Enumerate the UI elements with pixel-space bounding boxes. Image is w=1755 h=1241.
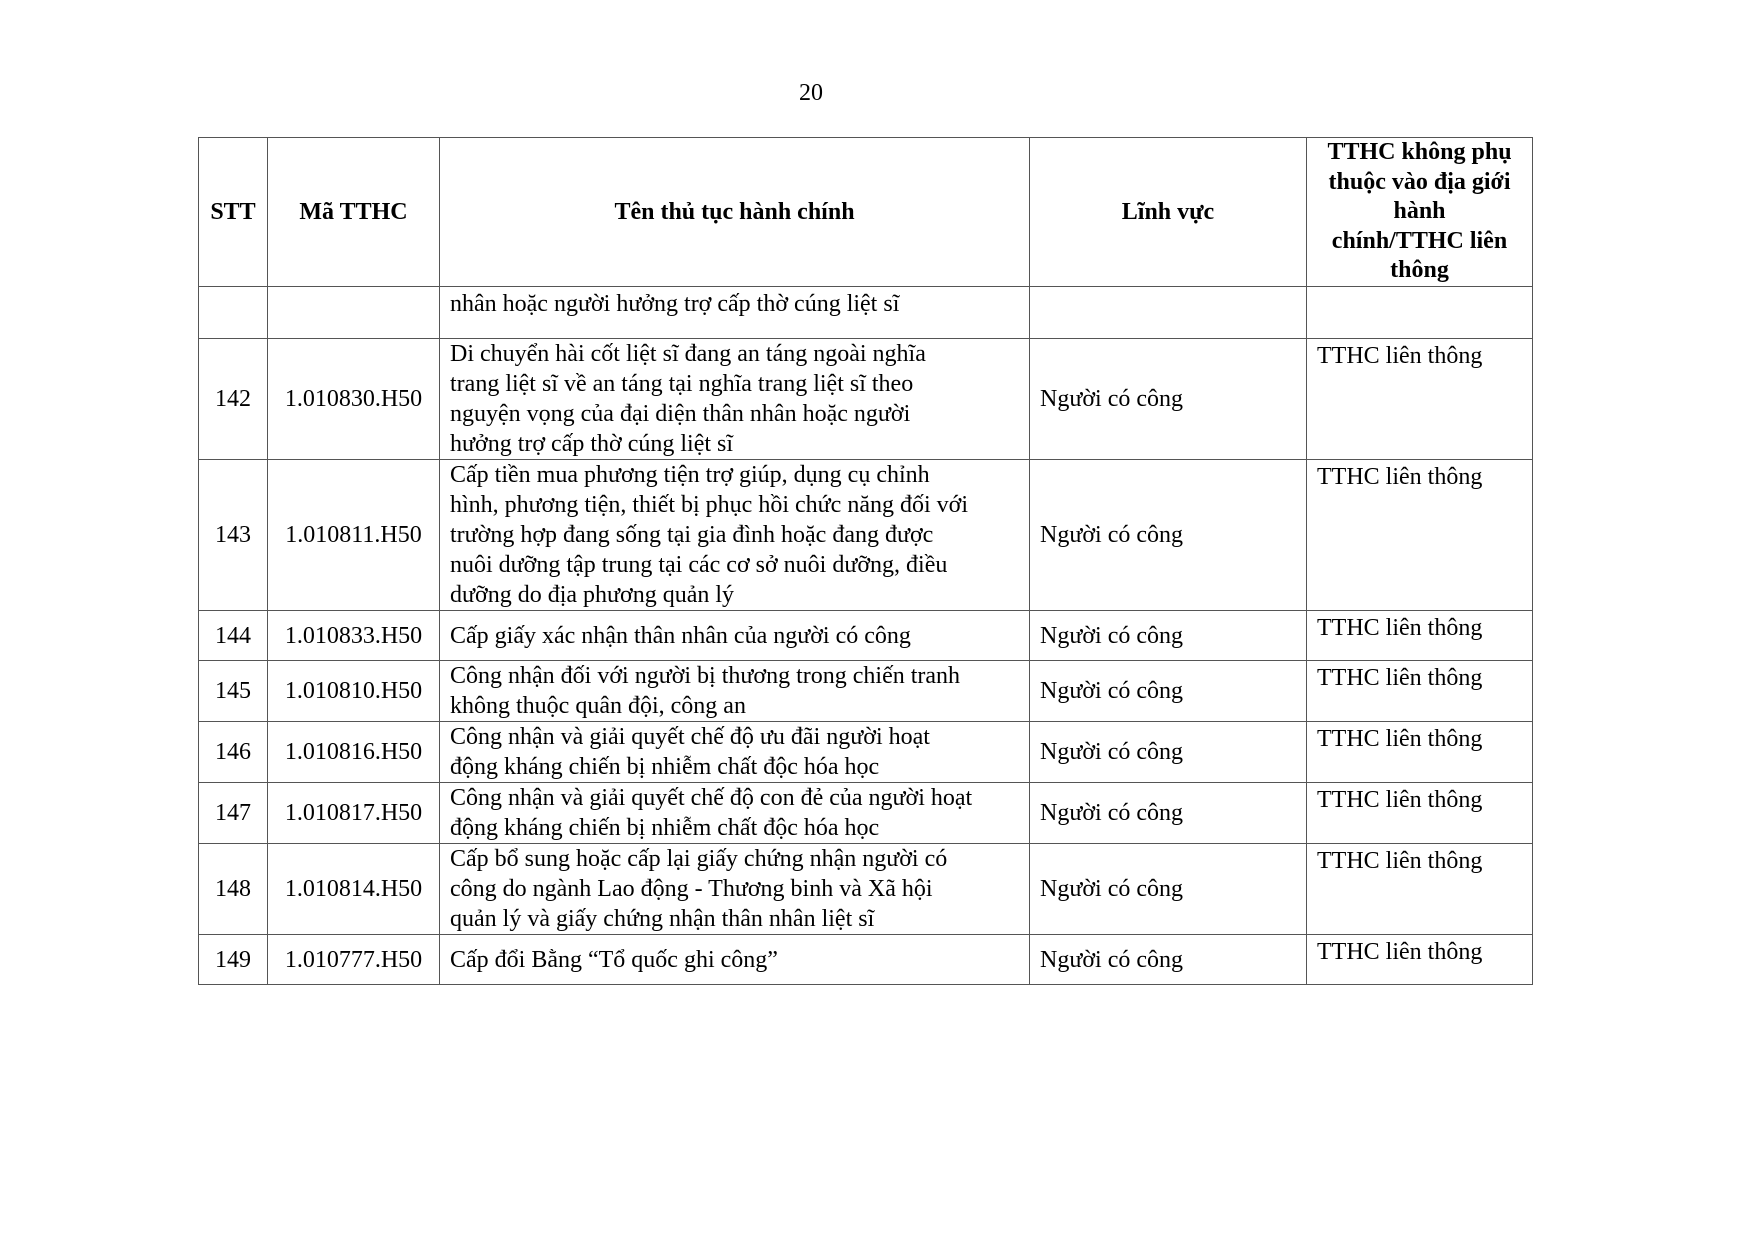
cell-ten-line: không thuộc quân đội, công an	[450, 693, 746, 719]
cell-tthc: TTHC liên thông	[1307, 844, 1533, 935]
cell-ten-line: dưỡng do địa phương quản lý	[450, 582, 735, 608]
cell-ten-line: Cấp giấy xác nhận thân nhân của người có công	[450, 622, 911, 649]
cell-ten-line: Công nhận đối với người bị thương trong chiến tranh	[450, 663, 961, 689]
cell-ten-line: nguyện vọng của đại diện thân nhân hoặc người	[450, 401, 911, 427]
cell-tthc: TTHC liên thông	[1307, 460, 1533, 611]
cell-ten-line: Cấp đổi Bằng “Tổ quốc ghi công”	[450, 946, 778, 973]
cell-ma: 1.010810.H50	[268, 661, 440, 722]
header-ma-tthc: Mã TTHC	[268, 138, 440, 287]
cell-ten	[440, 935, 1030, 985]
cell-stt	[199, 287, 268, 339]
table-row	[199, 339, 1533, 460]
cell-ten-line: Di chuyển hài cốt liệt sĩ đang an táng ngoài nghĩa	[450, 341, 926, 367]
header-tthc-line: hành	[1393, 198, 1446, 225]
cell-ten-line: hình, phương tiện, thiết bị phục hồi chức năng đối với	[450, 492, 968, 518]
cell-ten-line: Cấp tiền mua phương tiện trợ giúp, dụng cụ chỉnh	[450, 462, 930, 488]
table-row	[199, 661, 1533, 722]
table-row	[199, 460, 1533, 611]
cell-ten-line: nuôi dưỡng tập trung tại các cơ sở nuôi dưỡng, điều	[450, 552, 948, 578]
cell-stt: 147	[199, 783, 268, 844]
cell-ma	[268, 287, 440, 339]
cell-linh-vuc: Người có công	[1030, 460, 1307, 611]
cell-stt: 142	[199, 339, 268, 460]
cell-ten-line: quản lý và giấy chứng nhận thân nhân liệt sĩ	[450, 906, 875, 932]
cell-ten-line: trang liệt sĩ về an táng tại nghĩa trang liệt sĩ theo	[450, 371, 914, 397]
cell-ten	[440, 460, 1030, 611]
cell-stt: 145	[199, 661, 268, 722]
cell-ma: 1.010814.H50	[268, 844, 440, 935]
cell-linh-vuc: Người có công	[1030, 339, 1307, 460]
cell-ten: nhân hoặc người hưởng trợ cấp thờ cúng liệt sĩ	[440, 287, 1030, 339]
cell-stt: 149	[199, 935, 268, 985]
cell-tthc: TTHC liên thông	[1307, 661, 1533, 722]
cell-linh-vuc: Người có công	[1030, 661, 1307, 722]
cell-ten	[440, 661, 1030, 722]
cell-ten-line: hưởng trợ cấp thờ cúng liệt sĩ	[450, 431, 734, 457]
continuation-row	[199, 287, 1533, 339]
cell-tthc: TTHC liên thông	[1307, 935, 1533, 985]
cell-linh-vuc	[1030, 287, 1307, 339]
cell-ten-line: công do ngành Lao động - Thương binh và Xã hội	[450, 876, 933, 902]
cell-tthc	[1307, 287, 1533, 339]
cell-tthc: TTHC liên thông	[1307, 611, 1533, 661]
header-tthc-type	[1307, 138, 1533, 287]
cell-ten-line: Công nhận và giải quyết chế độ ưu đãi người hoạt	[450, 724, 930, 750]
header-row	[199, 138, 1533, 287]
cell-ten	[440, 611, 1030, 661]
cell-ten	[440, 844, 1030, 935]
cell-ma: 1.010777.H50	[268, 935, 440, 985]
cell-tthc: TTHC liên thông	[1307, 339, 1533, 460]
cell-tthc: TTHC liên thông	[1307, 722, 1533, 783]
cell-stt: 143	[199, 460, 268, 611]
cell-stt: 144	[199, 611, 268, 661]
cell-linh-vuc: Người có công	[1030, 722, 1307, 783]
cell-linh-vuc: Người có công	[1030, 844, 1307, 935]
cell-ma: 1.010811.H50	[268, 460, 440, 611]
cell-linh-vuc: Người có công	[1030, 783, 1307, 844]
header-tthc-line: TTHC không phụ	[1327, 139, 1512, 166]
cell-tthc: TTHC liên thông	[1307, 783, 1533, 844]
cell-ma: 1.010817.H50	[268, 783, 440, 844]
cell-ten	[440, 722, 1030, 783]
cell-ten-line: động kháng chiến bị nhiễm chất độc hóa học	[450, 754, 880, 780]
cell-ten-line: động kháng chiến bị nhiễm chất độc hóa học	[450, 815, 880, 841]
cell-ma: 1.010833.H50	[268, 611, 440, 661]
header-tthc-line: chính/TTHC liên	[1331, 227, 1508, 254]
cell-ten-line: Công nhận và giải quyết chế độ con đẻ của người hoạt	[450, 785, 973, 811]
cell-ten	[440, 339, 1030, 460]
cell-stt: 146	[199, 722, 268, 783]
cell-ten-line: trường hợp đang sống tại gia đình hoặc đang được	[450, 522, 934, 548]
header-tthc-line: thuộc vào địa giới	[1328, 168, 1511, 195]
cell-ten	[440, 783, 1030, 844]
header-stt: STT	[199, 138, 268, 287]
cell-stt: 148	[199, 844, 268, 935]
procedure-table	[198, 137, 1533, 985]
table-row	[199, 611, 1533, 661]
cell-ma: 1.010830.H50	[268, 339, 440, 460]
header-tthc-line: thông	[1390, 257, 1449, 284]
cell-ten-line: Cấp bổ sung hoặc cấp lại giấy chứng nhận người có	[450, 846, 948, 872]
table-row	[199, 722, 1533, 783]
table-row	[199, 935, 1533, 985]
cell-ma: 1.010816.H50	[268, 722, 440, 783]
table-row	[199, 844, 1533, 935]
cell-linh-vuc: Người có công	[1030, 611, 1307, 661]
cell-linh-vuc: Người có công	[1030, 935, 1307, 985]
page-number: 20	[799, 80, 823, 106]
header-ten-thu-tuc: Tên thủ tục hành chính	[440, 138, 1030, 287]
header-linh-vuc: Lĩnh vực	[1030, 138, 1307, 287]
table-row	[199, 783, 1533, 844]
